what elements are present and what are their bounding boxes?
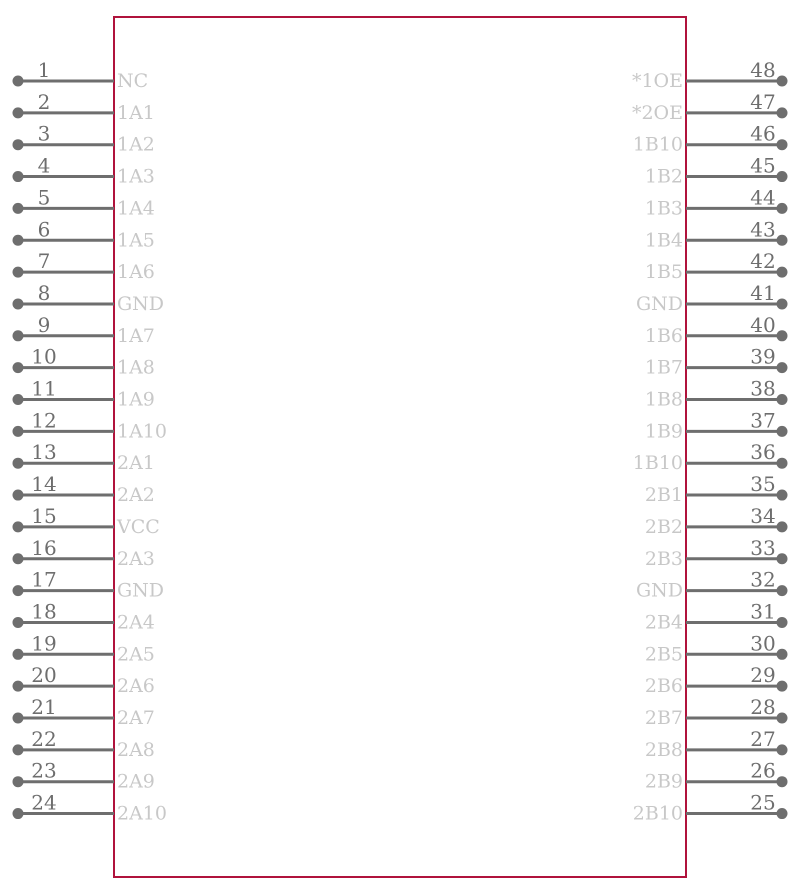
pin-number: 27: [750, 726, 776, 751]
pin-number: 19: [31, 631, 57, 656]
pin-endpoint-dot: [777, 490, 788, 501]
pin-endpoint-dot: [777, 776, 788, 787]
left-pin-3: [13, 122, 155, 156]
pin-endpoint-dot: [13, 139, 24, 150]
pin-name: 2A1: [117, 452, 155, 475]
pin-name: 1B10: [632, 452, 683, 475]
left-pin-14: [13, 472, 155, 506]
right-pin-47: [632, 90, 788, 124]
right-pin-36: [633, 440, 788, 474]
pin-endpoint-dot: [13, 362, 24, 373]
pin-endpoint-dot: [13, 776, 24, 787]
pin-endpoint-dot: [777, 426, 788, 437]
pin-endpoint-dot: [777, 298, 788, 309]
right-pin-group: [632, 58, 788, 825]
pin-number: 1: [37, 58, 51, 82]
right-pin-35: [645, 472, 788, 506]
right-pin-30: [645, 631, 788, 665]
pin-name: 1A8: [117, 356, 155, 379]
pin-number: 45: [750, 153, 776, 178]
pin-name: 1B2: [644, 165, 683, 188]
pin-endpoint-dot: [777, 76, 788, 87]
pin-number: 13: [31, 440, 57, 465]
pin-number: 5: [37, 185, 51, 210]
pin-name: 2A4: [117, 611, 155, 634]
left-pin-15: [13, 504, 160, 538]
pin-name: 1B3: [644, 197, 683, 220]
pin-number: 2: [37, 89, 51, 114]
left-pin-11: [13, 377, 155, 411]
pin-number: 14: [31, 472, 57, 497]
pin-number: 43: [750, 217, 776, 242]
pin-endpoint-dot: [777, 521, 788, 532]
pin-endpoint-dot: [13, 171, 24, 182]
pin-endpoint-dot: [777, 107, 788, 118]
pin-endpoint-dot: [13, 617, 24, 628]
pin-name: 2A6: [117, 675, 155, 698]
pin-name: 1B8: [644, 388, 683, 411]
pin-number: 35: [750, 472, 776, 497]
right-pin-34: [645, 504, 788, 538]
pin-name: 2A2: [117, 484, 155, 507]
right-pin-42: [645, 249, 788, 283]
pin-number: 7: [37, 249, 51, 274]
right-pin-33: [645, 536, 788, 570]
pin-name: GND: [117, 579, 165, 602]
pin-endpoint-dot: [777, 235, 788, 246]
pin-name: *1OE: [631, 70, 683, 92]
pin-name: 2A3: [117, 547, 155, 570]
pin-endpoint-dot: [13, 808, 24, 819]
pin-endpoint-dot: [13, 394, 24, 405]
left-pin-19: [13, 631, 155, 665]
pin-endpoint-dot: [13, 713, 24, 724]
pin-endpoint-dot: [777, 681, 788, 692]
pin-number: 31: [750, 599, 776, 624]
pin-number: 32: [750, 567, 776, 592]
pin-endpoint-dot: [777, 713, 788, 724]
pin-number: 12: [31, 408, 57, 433]
left-pin-6: [13, 217, 155, 251]
pin-number: 48: [750, 58, 776, 82]
left-pin-18: [13, 599, 155, 633]
pin-endpoint-dot: [13, 744, 24, 755]
pin-name: 1B10: [632, 133, 683, 156]
pin-name: 2B7: [644, 707, 683, 729]
pin-name: GND: [117, 292, 165, 315]
left-pin-23: [13, 759, 155, 793]
pin-name: GND: [635, 579, 683, 602]
pin-number: 42: [750, 249, 776, 274]
pin-endpoint-dot: [13, 681, 24, 692]
pin-endpoint-dot: [777, 617, 788, 628]
pin-number: 38: [750, 376, 776, 401]
pin-endpoint-dot: [13, 649, 24, 660]
left-pin-5: [13, 185, 155, 219]
pin-name: 2B10: [632, 802, 683, 825]
pin-number: 8: [37, 280, 51, 305]
pin-name: 1A7: [117, 324, 155, 347]
pin-name: 2B5: [644, 643, 683, 666]
pin-name: 2B9: [644, 770, 683, 793]
pin-number: 34: [750, 503, 776, 528]
right-pin-31: [645, 599, 788, 633]
right-pin-38: [645, 377, 788, 411]
pin-number: 28: [750, 695, 776, 719]
pin-number: 39: [750, 344, 776, 369]
right-pin-25: [633, 791, 788, 825]
pin-number: 23: [31, 758, 57, 783]
pin-number: 47: [750, 89, 776, 114]
pin-number: 26: [750, 758, 776, 783]
pin-number: 20: [31, 663, 57, 688]
left-pin-13: [13, 440, 155, 474]
pin-name: VCC: [117, 515, 160, 538]
right-pin-32: [636, 568, 788, 602]
pin-endpoint-dot: [13, 267, 24, 278]
pin-number: 46: [750, 121, 776, 146]
pin-number: 40: [750, 312, 776, 337]
pin-name: 2A10: [117, 802, 167, 825]
pin-number: 36: [750, 440, 776, 465]
right-pin-39: [645, 345, 788, 379]
pin-number: 25: [750, 790, 776, 815]
pin-number: 29: [750, 663, 776, 688]
left-pin-7: [13, 249, 155, 283]
right-pin-29: [645, 663, 788, 697]
pin-name: 1A9: [117, 388, 155, 411]
pin-name: 1A4: [117, 197, 155, 220]
pin-number: 18: [31, 599, 57, 624]
pin-name: 1A3: [117, 165, 155, 188]
pin-number: 21: [31, 695, 57, 719]
pin-name: 1A5: [117, 229, 155, 252]
pin-endpoint-dot: [13, 76, 24, 87]
pin-endpoint-dot: [13, 298, 24, 309]
right-pin-44: [645, 185, 788, 219]
pin-number: 11: [31, 376, 57, 401]
pin-name: 2A7: [117, 707, 155, 729]
pin-name: *2OE: [631, 101, 683, 124]
pin-number: 33: [750, 535, 776, 560]
pin-number: 6: [37, 217, 51, 242]
right-pin-46: [633, 122, 788, 156]
pin-endpoint-dot: [13, 107, 24, 118]
pin-name: 2A9: [117, 770, 155, 793]
pin-name: 1B4: [644, 229, 683, 252]
pin-name: 1B5: [644, 261, 683, 284]
left-pin-10: [13, 345, 155, 379]
pin-name: 2B1: [644, 484, 683, 507]
left-pin-4: [13, 154, 155, 188]
pin-endpoint-dot: [13, 521, 24, 532]
pin-endpoint-dot: [777, 808, 788, 819]
pin-name: 1A10: [117, 420, 167, 443]
left-pin-16: [13, 536, 155, 570]
left-pin-8: [13, 281, 165, 315]
pin-name: 1B9: [644, 420, 683, 443]
pin-endpoint-dot: [777, 330, 788, 341]
left-pin-24: [13, 791, 168, 825]
pin-number: 10: [31, 344, 57, 369]
pin-endpoint-dot: [13, 553, 24, 564]
right-pin-26: [645, 759, 788, 793]
pin-endpoint-dot: [13, 330, 24, 341]
right-pin-48: [632, 58, 788, 92]
pin-name: 1B6: [644, 324, 683, 347]
pin-endpoint-dot: [777, 139, 788, 150]
pin-name: 1A1: [117, 101, 155, 124]
pin-name: 1A6: [117, 261, 155, 284]
pin-endpoint-dot: [777, 458, 788, 469]
left-pin-2: [13, 90, 155, 124]
pin-name: 2B3: [644, 547, 683, 570]
left-pin-22: [13, 727, 155, 761]
right-pin-40: [645, 313, 788, 347]
pin-name: 2B2: [644, 515, 683, 538]
right-pin-45: [645, 154, 788, 188]
pin-name: 2B6: [644, 675, 683, 698]
pin-number: 41: [750, 280, 776, 305]
pin-number: 9: [37, 312, 51, 337]
pin-number: 15: [31, 503, 57, 528]
left-pin-20: [13, 663, 155, 697]
pin-endpoint-dot: [13, 458, 24, 469]
pin-name: 2B4: [644, 611, 683, 634]
pin-endpoint-dot: [777, 171, 788, 182]
pin-endpoint-dot: [13, 585, 24, 596]
left-pin-1: [13, 58, 149, 92]
pin-name: GND: [635, 292, 683, 315]
pin-endpoint-dot: [777, 267, 788, 278]
pin-name: NC: [117, 70, 149, 92]
pin-endpoint-dot: [777, 394, 788, 405]
ic-body-outline: [114, 17, 686, 877]
pin-name: 1A2: [117, 133, 155, 156]
pin-number: 22: [31, 726, 57, 751]
pin-name: 1B7: [644, 356, 683, 379]
pin-endpoint-dot: [777, 203, 788, 214]
pin-number: 24: [31, 790, 57, 815]
pin-name: 2A5: [117, 643, 155, 666]
pin-name: 2B8: [644, 738, 683, 761]
left-pin-group: [13, 58, 168, 825]
right-pin-27: [645, 727, 788, 761]
pin-number: 30: [750, 631, 776, 656]
pin-endpoint-dot: [777, 362, 788, 373]
right-pin-43: [645, 217, 788, 251]
pin-endpoint-dot: [13, 203, 24, 214]
pin-number: 3: [37, 121, 51, 146]
pin-endpoint-dot: [13, 235, 24, 246]
pin-endpoint-dot: [777, 585, 788, 596]
pin-endpoint-dot: [777, 553, 788, 564]
right-pin-41: [636, 281, 788, 315]
left-pin-21: [13, 695, 155, 729]
left-pin-9: [13, 313, 155, 347]
pin-number: 17: [31, 567, 57, 592]
pin-number: 4: [37, 153, 51, 178]
pin-name: 2A8: [117, 738, 155, 761]
pin-number: 37: [750, 408, 776, 433]
pin-number: 44: [750, 185, 776, 210]
pin-endpoint-dot: [13, 426, 24, 437]
right-pin-28: [645, 695, 788, 729]
right-pin-37: [645, 408, 788, 442]
left-pin-17: [13, 568, 165, 602]
pin-endpoint-dot: [13, 490, 24, 501]
pin-endpoint-dot: [777, 744, 788, 755]
pin-number: 16: [31, 535, 57, 560]
pin-endpoint-dot: [777, 649, 788, 660]
left-pin-12: [13, 408, 168, 442]
